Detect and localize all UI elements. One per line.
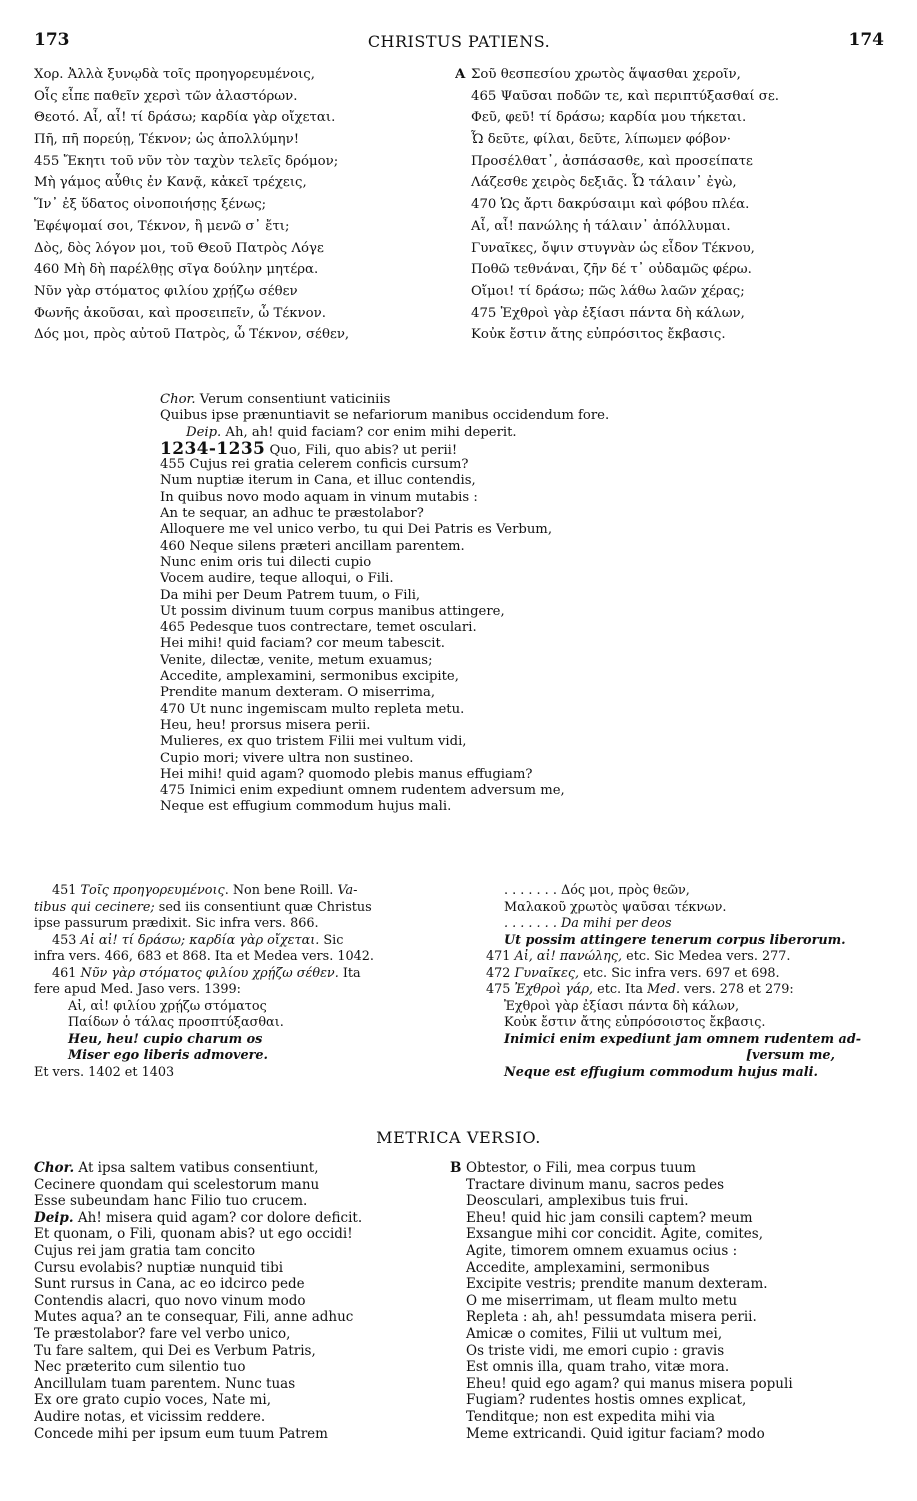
- note-text: vers. 278 et 279:: [680, 982, 794, 997]
- latin-line: Verum consentiunt vaticiniis: [195, 392, 391, 407]
- greek-line: 455 Ἔκητι τοῦ νῦν τὸν ταχὺν τελεῖς δρόμον;: [34, 153, 339, 169]
- verse-line: Tractare divinum manu, sacros pedes: [466, 1176, 725, 1193]
- greek-line: 475 Ἐχθροὶ γὰρ ἐξίασι πάντα δὴ κάλων,: [471, 305, 745, 321]
- greek-line: Φωνῆς ἀκοῦσαι, καὶ προσειπεῖν, ὦ Τέκνον.: [34, 305, 326, 321]
- note-text: Med.: [647, 982, 681, 997]
- latin-line: Ut possim divinum tuum corpus manibus attingere,: [160, 603, 505, 619]
- verse-line: Contendis alacri, quo novo vinum modo: [34, 1292, 306, 1309]
- note-greek: Αἶ αἶ! τί δράσω; καρδία γὰρ οἴχεται.: [80, 932, 320, 948]
- note-text: sed iis consentiunt quæ Christus: [154, 899, 372, 915]
- page-number-right: 174: [848, 30, 884, 50]
- greek-line: Χορ. Ἀλλὰ ξυνῳδὰ τοῖς προηγορευμένοις,: [34, 67, 315, 82]
- note-quote: Heu, heu! cupio charum os: [68, 1031, 263, 1047]
- footnotes-right: [486, 883, 896, 1081]
- greek-line: Σοῦ θεσπεσίου χρωτὸς ἅψασθαι χεροῖν,: [471, 67, 741, 82]
- note-quote: Ut possim attingere tenerum corpus liberorum.: [504, 932, 846, 948]
- verse-line: Agite, timorem omnem exuamus ocius :: [466, 1242, 738, 1259]
- latin-line: Venite, dilectæ, venite, metum exuamus;: [160, 652, 433, 668]
- latin-line: Da mihi per Deum Patrem tuum, o Fili,: [160, 587, 421, 603]
- greek-line: Αἶ, αἶ! πανώλης ἡ τάλαιν᾽ ἀπόλλυμαι.: [471, 218, 731, 234]
- verse-line: O me miserrimam, ut fleam multo metu: [466, 1292, 738, 1309]
- verse-line: Eheu! quid ego agam? qui manus misera populi: [466, 1375, 793, 1392]
- speaker-label: Chor.: [34, 1160, 75, 1176]
- greek-line: Μὴ γάμος αὖθις ἐν Κανᾷ, κἀκεῖ τρέχεις,: [34, 175, 307, 191]
- latin-line: Heu, heu! prorsus misera perii.: [160, 717, 371, 733]
- latin-line: 470 Ut nunc ingemiscam multo repleta metu.: [160, 701, 465, 717]
- greek-line: Δὸς, δὸς λόγον μοι, τοῦ Θεοῦ Πατρὸς Λόγε: [34, 240, 324, 256]
- speaker-label: Deip.: [186, 424, 222, 440]
- note-text: Et vers. 1402 et 1403: [34, 1064, 175, 1080]
- note-quote: [versum me,: [746, 1048, 836, 1063]
- greek-line: Προσέλθατ᾽, ἀσπάσασθε, καὶ προσείπατε: [471, 153, 753, 169]
- note-text: etc. Ita: [593, 982, 648, 997]
- latin-line: Vocem audire, teque alloqui, o Fili.: [160, 571, 394, 587]
- note-text: tibus qui cecinere;: [34, 899, 155, 915]
- greek-line: Ὦ δεῦτε, φίλαι, δεῦτε, λίπωμεν φόβον·: [471, 132, 732, 148]
- latin-line: 460 Neque silens præteri ancillam parentem.: [160, 538, 465, 554]
- note-number: 471: [486, 949, 511, 964]
- greek-line: 460 Μὴ δὴ παρέλθῃς σῖγα δούλην μητέρα.: [34, 262, 319, 278]
- verse-line: Ex ore grato cupio voces, Nate mi,: [34, 1392, 272, 1409]
- verse-line: Est omnis illa, quam traho, vitæ mora.: [466, 1359, 730, 1376]
- greek-line: Δός μοι, πρὸς αὐτοῦ Πατρὸς, ὦ Τέκνον, σέθεν,: [34, 327, 350, 343]
- verse-line: At ipsa saltem vatibus consentiunt,: [74, 1160, 319, 1176]
- note-number: 472: [486, 965, 511, 981]
- note-text: fere apud Med. Jaso vers. 1399:: [34, 982, 241, 997]
- latin-line: Hei mihi! quid agam? quomodo plebis manus effugiam?: [160, 766, 533, 782]
- note-greek: Γυναῖκες,: [514, 965, 580, 981]
- note-number: 475: [486, 982, 511, 997]
- verse-line: Repleta : ah, ah! pessumdata misera perii.: [466, 1309, 757, 1326]
- note-text: . Non bene Roill.: [224, 883, 338, 898]
- latin-line: An te sequar, an adhuc te præstolabor?: [160, 506, 424, 522]
- note-text: Ita: [338, 965, 361, 981]
- note-text: etc. Sic infra vers. 697 et 698.: [579, 965, 780, 981]
- note-quote: Κοὐκ ἔστιν ἄτης εὐπρόσοιστος ἔκβασις.: [504, 1015, 766, 1030]
- page-header: [34, 30, 884, 56]
- note-greek: Νῦν γὰρ στόματος φιλίου χρῄζω σέθεν.: [80, 965, 339, 981]
- greek-line: 470 Ὡς ἄρτι δακρύσαιμι καὶ φόβου πλέα.: [471, 197, 750, 213]
- latin-line: Alloquere me vel unico verbo, tu qui Dei Patris es Verbum,: [160, 522, 553, 538]
- metrical-version-left: [34, 1160, 454, 1442]
- verse-line: Tenditque; non est expedita mihi via: [466, 1408, 716, 1425]
- verse-line: Exsangue mihi cor concidit. Agite, comites,: [466, 1226, 763, 1243]
- latin-line: Neque est effugium commodum hujus mali.: [160, 799, 452, 815]
- latin-line: Quo, Fili, quo abis? ut perii!: [265, 442, 458, 458]
- verse-line: Cujus rei jam gratia tam concito: [34, 1242, 256, 1259]
- verse-line: Audire notas, et vicissim reddere.: [34, 1408, 266, 1425]
- latin-line: Mulieres, ex quo tristem Filii mei vultum vidi,: [160, 734, 467, 750]
- speaker-label: Deip.: [34, 1209, 74, 1226]
- verse-line: Accedite, amplexamini, sermonibus: [466, 1259, 710, 1276]
- note-number: 453: [52, 932, 77, 948]
- verse-line: Et quonam, o Fili, quonam abis? ut ego occidi!: [34, 1226, 353, 1243]
- latin-line: In quibus novo modo aquam in vinum mutabis :: [160, 489, 478, 505]
- latin-line: Cupio mori; vivere ultra non sustineo.: [160, 750, 414, 766]
- latin-line: Ah, ah! quid faciam? cor enim mihi deperit.: [221, 424, 517, 440]
- note-greek: Αἶ, αἶ! πανώλης,: [514, 949, 623, 964]
- latin-line: Nunc enim oris tui dilecti cupio: [160, 554, 372, 570]
- verse-line: Excipite vestris; prendite manum dexteram.: [466, 1276, 768, 1293]
- note-quote: Neque est effugium commodum hujus mali.: [504, 1064, 818, 1080]
- latin-line: Hei mihi! quid faciam? cor meum tabescit.: [160, 636, 445, 652]
- verse-line: Obtestor, o Fili, mea corpus tuum: [466, 1160, 696, 1176]
- verse-line: Concede mihi per ipsum eum tuum Patrem: [34, 1425, 328, 1442]
- note-quote: Αἶ, αἶ! φιλίου χρῄζω στόματος: [68, 998, 267, 1014]
- note-text: Va-: [337, 883, 358, 898]
- verse-line: Cursu evolabis? nuptiæ nunquid tibi: [34, 1259, 284, 1276]
- latin-line: Quibus ipse prænuntiavit se nefariorum manibus occidendum fore.: [160, 408, 610, 424]
- greek-line: Οἴμοι! τί δράσω; πῶς λάθω λαῶν χέρας;: [471, 283, 745, 299]
- verse-line: Ah! misera quid agam? cor dolore deficit.: [73, 1209, 363, 1226]
- greek-line: Λάζεσθε χειρὸς δεξιᾶς. Ὦ τάλαιν᾽ ἐγὼ,: [471, 175, 737, 191]
- column-number: 1234-1235: [160, 440, 266, 458]
- verse-line: Ancillulam tuam parentem. Nunc tuas: [34, 1375, 296, 1392]
- greek-line: Φεῦ, φεῦ! τί δράσω; καρδία μου τήκεται.: [471, 110, 747, 126]
- note-quote: Ἐχθροὶ γὰρ ἐξίασι πάντα δὴ κάλων,: [504, 998, 740, 1014]
- running-title: CHRISTUS PATIENS.: [367, 32, 551, 51]
- note-text: etc. Sic Medea vers. 277.: [622, 949, 791, 964]
- note-greek: Ἐχθροὶ γάρ,: [514, 982, 594, 997]
- note-quote: Miser ego liberis admovere.: [68, 1048, 268, 1063]
- note-number: 461: [52, 965, 77, 981]
- note-text: Sic: [319, 932, 344, 948]
- section-marker-a: A: [455, 67, 466, 82]
- latin-translation: [160, 392, 760, 816]
- note-quote: Inimici enim expediunt jam omnem rudentem ad-: [504, 1031, 862, 1047]
- section-heading: METRICA VERSIO.: [376, 1128, 541, 1147]
- latin-line: Accedite, amplexamini, sermonibus excipite,: [160, 669, 459, 685]
- note-text: ipse passurum prædixit. Sic infra vers. 866.: [34, 916, 319, 931]
- verse-line: Sunt rursus in Cana, ac eo idcirco pede: [34, 1276, 305, 1293]
- note-quote: Παίδων ὁ τάλας προσπτύξασθαι.: [68, 1015, 284, 1030]
- verse-line: Esse subeundam hanc Filio tuo crucem.: [34, 1193, 308, 1210]
- page-number-left: 173: [34, 30, 70, 50]
- note-greek: Τοῖς προηγορευμένοις: [80, 883, 225, 898]
- verse-line: Te præstolabor? fare vel verbo unico,: [34, 1325, 291, 1342]
- section-marker-b: B: [450, 1160, 462, 1176]
- verse-line: Os triste vidi, me emori cupio : gravis: [466, 1342, 725, 1359]
- latin-line: 465 Pedesque tuos contrectare, temet osculari.: [160, 620, 477, 636]
- verse-line: Deosculari, amplexibus tuis frui.: [466, 1193, 689, 1210]
- latin-line: Prendite manum dexteram. O miserrima,: [160, 685, 436, 701]
- metrical-version-right: [450, 1160, 890, 1442]
- greek-line: Θεοτό. Αἶ, αἶ! τί δράσω; καρδία γὰρ οἴχεται.: [34, 110, 336, 126]
- verse-line: Tu fare saltem, qui Dei es Verbum Patris,: [34, 1342, 316, 1359]
- note-quote: . . . . . . . Δός μοι, πρὸς θεῶν,: [504, 883, 690, 898]
- latin-line: Num nuptiæ iterum in Cana, et illuc contendis,: [160, 473, 476, 489]
- greek-line: Νῦν γὰρ στόματος φιλίου χρῄζω σέθεν: [34, 283, 298, 299]
- verse-line: Cecinere quondam qui scelestorum manu: [34, 1176, 320, 1193]
- greek-text-left-column: [34, 64, 434, 346]
- greek-line: Ἵν᾽ ἐξ ὕδατος οἰνοποιήσῃς ξένως;: [34, 197, 267, 213]
- greek-line: Γυναῖκες, ὄψιν στυγνὰν ὡς εἶδον Τέκνου,: [471, 240, 755, 256]
- greek-line: Πῆ, πῆ πορεύῃ, Τέκνον; ὡς ἀπολλύμην!: [34, 132, 300, 148]
- greek-line: Ἐφέψομαί σοι, Τέκνον, ἢ μενῶ σ᾽ ἔτι;: [34, 218, 290, 234]
- greek-line: Οἷς εἶπε παθεῖν χερσὶ τῶν ἀλαστόρων.: [34, 88, 298, 104]
- note-quote: . . . . . . . Da mihi per deos: [504, 916, 672, 931]
- greek-line: 465 Ψαῦσαι ποδῶν τε, καὶ περιπτύξασθαί σε.: [471, 88, 779, 104]
- note-number: 451: [52, 883, 77, 898]
- verse-line: Mutes aqua? an te consequar, Fili, anne adhuc: [34, 1309, 354, 1326]
- speaker-label: Chor.: [160, 392, 196, 407]
- greek-text-right-column: [455, 64, 895, 346]
- note-quote: Μαλακοῦ χρωτὸς ψαῦσαι τέκνων.: [504, 899, 727, 915]
- greek-line: Ποθῶ τεθνάναι, ζῆν δέ τ᾽ οὐδαμῶς φέρω.: [471, 262, 752, 278]
- greek-line: Κοὐκ ἔστιν ἄτης εὐπρόσιτος ἔκβασις.: [471, 327, 726, 343]
- latin-line: 455 Cujus rei gratia celerem conficis cursum?: [160, 457, 469, 473]
- footnotes-left: [34, 883, 444, 1081]
- note-text: infra vers. 466, 683 et 868. Ita et Medea vers. 1042.: [34, 949, 374, 964]
- verse-line: Meme extricandi. Quid igitur faciam? modo: [466, 1425, 765, 1442]
- latin-line: 475 Inimici enim expediunt omnem rudentem adversum me,: [160, 783, 565, 799]
- verse-line: Nec præterito cum silentio tuo: [34, 1359, 246, 1376]
- verse-line: Fugiam? rudentes hostis omnes explicat,: [466, 1392, 747, 1409]
- verse-line: Amicæ o comites, Filii ut vultum mei,: [466, 1325, 723, 1342]
- verse-line: Eheu! quid hic jam consili captem? meum: [466, 1209, 753, 1226]
